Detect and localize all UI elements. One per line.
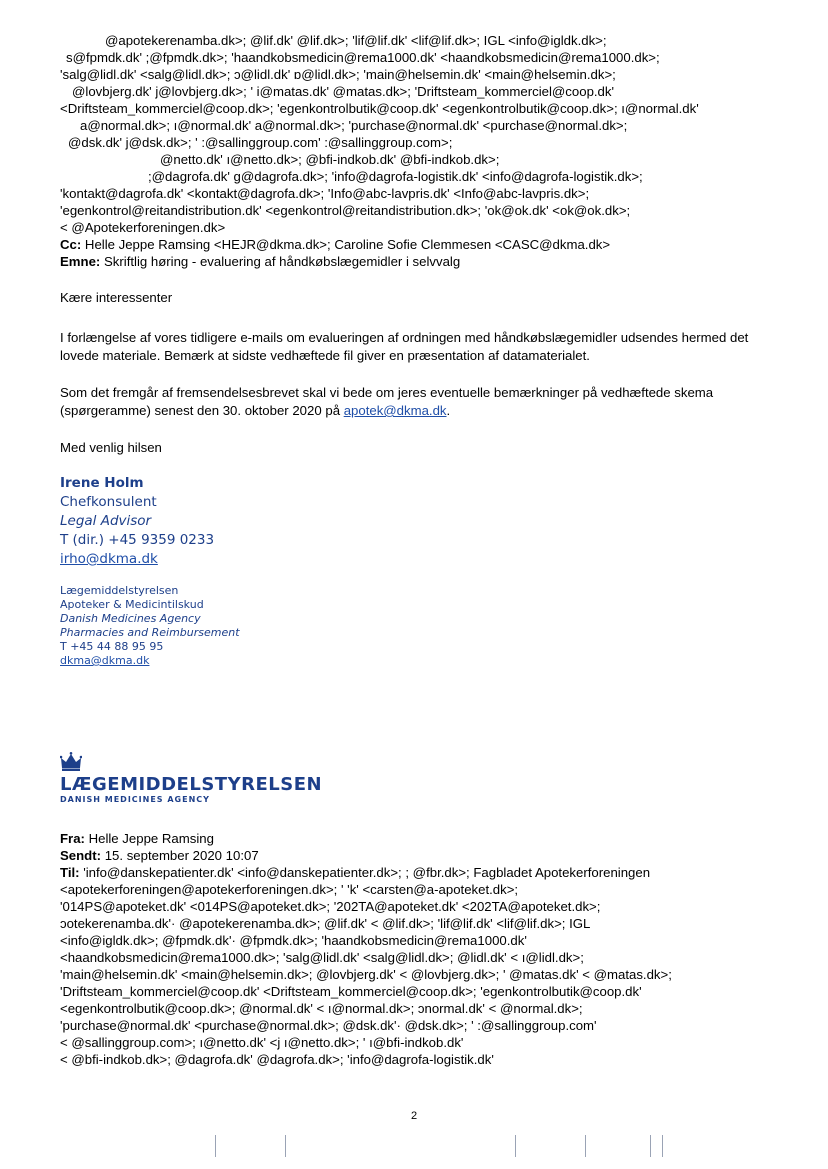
signature-phone: T (dir.) +45 9359 0233 <box>60 532 215 548</box>
body-paragraph-2: Som det fremgår af fremsendelsesbrevet skal vi bede om jeres eventuelle bemærkninger på vedhæftede skema (spørgeramme) senest den 30. oktober 2020 på apotek@dkma.dk. <box>60 385 714 418</box>
to-line: Til: 'info@danskepatienter.dk' <info@danskepatienter.dk>; ; @fbr.dk>; Fagbladet Apotekerforeningen <box>60 865 651 880</box>
sent-line: Sendt: 15. september 2020 10:07 <box>60 848 259 863</box>
to-line: 'main@helsemin.dk' <main@helsemin.dk>; @lovbjerg.dk' < @lovbjerg.dk>; ' @matas.dk' < @matas.dk>; <box>60 967 672 982</box>
recipient-line: @dsk.dk' j@dsk.dk>; ' :@sallinggroup.com' :@sallinggroup.com>; <box>68 135 453 150</box>
scan-mark <box>662 1135 663 1157</box>
scan-mark <box>515 1135 516 1157</box>
crown-icon <box>60 752 82 772</box>
recipient-line: @apotekerenamba.dk>; @lif.dk' @lif.dk>; 'lif@lif.dk' <lif@lif.dk>; IGL <info@igldk.dk>; <box>105 33 607 48</box>
signature-name: Irene Holm <box>60 475 144 491</box>
signature-title: Chefkonsulent <box>60 494 157 510</box>
recipient-line: 'kontakt@dagrofa.dk' <kontakt@dagrofa.dk>; 'Info@abc-lavpris.dk' <Info@abc-lavpris.dk>; <box>60 186 590 201</box>
cc-line: Cc: Helle Jeppe Ramsing <HEJR@dkma.dk>; Caroline Sofie Clemmesen <CASC@dkma.dk> <box>60 237 611 252</box>
agency-block <box>60 584 240 668</box>
recipient-line: a@normal.dk>; ı@normal.dk' a@normal.dk>; 'purchase@normal.dk' <purchase@normal.dk>; <box>80 118 628 133</box>
to-line: 'purchase@normal.dk' <purchase@normal.dk>; @dsk.dk'· @dsk.dk>; ' :@sallinggroup.com' <box>60 1018 597 1033</box>
to-line: < @sallinggroup.com>; ı@netto.dk' <j ı@netto.dk>; ' ı@bfi-indkob.dk' <box>60 1035 464 1050</box>
body-paragraph-1: I forlængelse af vores tidligere e-mails om evalueringen af ordningen med håndkøbslægemidler udsendes hermed det lovede materiale. Bemærk at sidste vedhæftede fil giver en præsentation af datamaterialet. <box>60 330 749 363</box>
to-line: < @bfi-indkob.dk>; @dagrofa.dk' @dagrofa.dk>; 'info@dagrofa-logistik.dk' <box>60 1052 494 1067</box>
scan-mark <box>585 1135 586 1157</box>
to-line: <haandkobsmedicin@rema1000.dk>; 'salg@lidl.dk' <salg@lidl.dk>; @lidl.dk' < ı@lidl.dk>; <box>60 950 584 965</box>
recipient-line: @netto.dk' ı@netto.dk>; @bfi-indkob.dk' @bfi-indkob.dk>; <box>160 152 500 167</box>
agency-name-en: Danish Medicines Agency <box>60 612 201 625</box>
closing: Med venlig hilsen <box>60 440 162 455</box>
to-line: <apotekerforeningen@apotekerforeningen.dk>; ' 'k' <carsten@a-apoteket.dk>; <box>60 882 519 897</box>
agency-name-da: Lægemiddelstyrelsen <box>60 584 179 597</box>
to-line: 'Driftsteam_kommerciel@coop.dk' <Driftsteam_kommerciel@coop.dk>; 'egenkontrolbutik@coop.dk' <box>60 984 642 999</box>
recipient-line: <Driftsteam_kommerciel@coop.dk>; 'egenkontrolbutik@coop.dk' <egenkontrolbutik@coop.dk>; ı@normal.dk' <box>60 101 699 116</box>
agency-phone: T +45 44 88 95 95 <box>60 640 164 653</box>
from-line: Fra: Helle Jeppe Ramsing <box>60 831 214 846</box>
recipient-line: ;@dagrofa.dk' g@dagrofa.dk>; 'info@dagrofa-logistik.dk' <info@dagrofa-logistik.dk>; <box>148 169 643 184</box>
signature-email-link[interactable]: irho@dkma.dk <box>60 551 158 567</box>
to-line: <info@igldk.dk>; @fpmdk.dk'· @fpmdk.dk>; 'haandkobsmedicin@rema1000.dk' <box>60 933 527 948</box>
recipient-line: 'salg@lidl.dk' <salg@lidl.dk>; ɔ@lidl.dk' ɒ@lidl.dk>; 'main@helsemin.dk' <main@helsemin.dk>; <box>60 67 616 82</box>
logo-title: LÆGEMIDDELSTYRELSEN <box>60 774 323 795</box>
logo-subtitle: DANISH MEDICINES AGENCY <box>60 795 210 804</box>
to-line: '014PS@apoteket.dk' <014PS@apoteket.dk>; '202TA@apoteket.dk' <202TA@apoteket.dk>; <box>60 899 601 914</box>
recipient-line: 'egenkontrol@reitandistribution.dk' <egenkontrol@reitandistribution.dk>; 'ok@ok.dk' <ok@ok.dk>; <box>60 203 631 218</box>
agency-logo <box>60 752 323 804</box>
agency-dept-en: Pharmacies and Reimbursement <box>60 626 240 639</box>
apotek-email-link[interactable]: apotek@dkma.dk <box>343 403 447 418</box>
recipient-line: @lovbjerg.dk' j@lovbjerg.dk>; ' i@matas.dk' @matas.dk>; 'Driftsteam_kommerciel@coop.dk' <box>72 84 615 99</box>
scan-mark <box>285 1135 286 1157</box>
recipient-line: s@fpmdk.dk' ;@fpmdk.dk>; 'haandkobsmedicin@rema1000.dk' <haandkobsmedicin@rema1000.dk>; <box>66 50 660 65</box>
agency-dept-da: Apoteker & Medicintilskud <box>60 598 204 611</box>
scan-mark <box>650 1135 651 1157</box>
greeting: Kære interessenter <box>60 290 173 305</box>
agency-email-link[interactable]: dkma@dkma.dk <box>60 654 150 667</box>
recipient-line: < @Apotekerforeningen.dk> <box>60 220 226 235</box>
signature <box>60 474 214 569</box>
signature-role: Legal Advisor <box>60 513 152 529</box>
page-number: 2 <box>410 1110 418 1122</box>
to-line: ɔotekerenamba.dk'· @apotekerenamba.dk>; @lif.dk' < @lif.dk>; 'lif@lif.dk' <lif@lif.dk>; IGL <box>60 916 591 931</box>
scan-mark <box>215 1135 216 1157</box>
subject-line: Emne: Skriftlig høring - evaluering af håndkøbslægemidler i selvvalg <box>60 254 461 269</box>
to-line: <egenkontrolbutik@coop.dk>; @normal.dk' < ı@normal.dk>; ɔnormal.dk' < @normal.dk>; <box>60 1001 583 1016</box>
